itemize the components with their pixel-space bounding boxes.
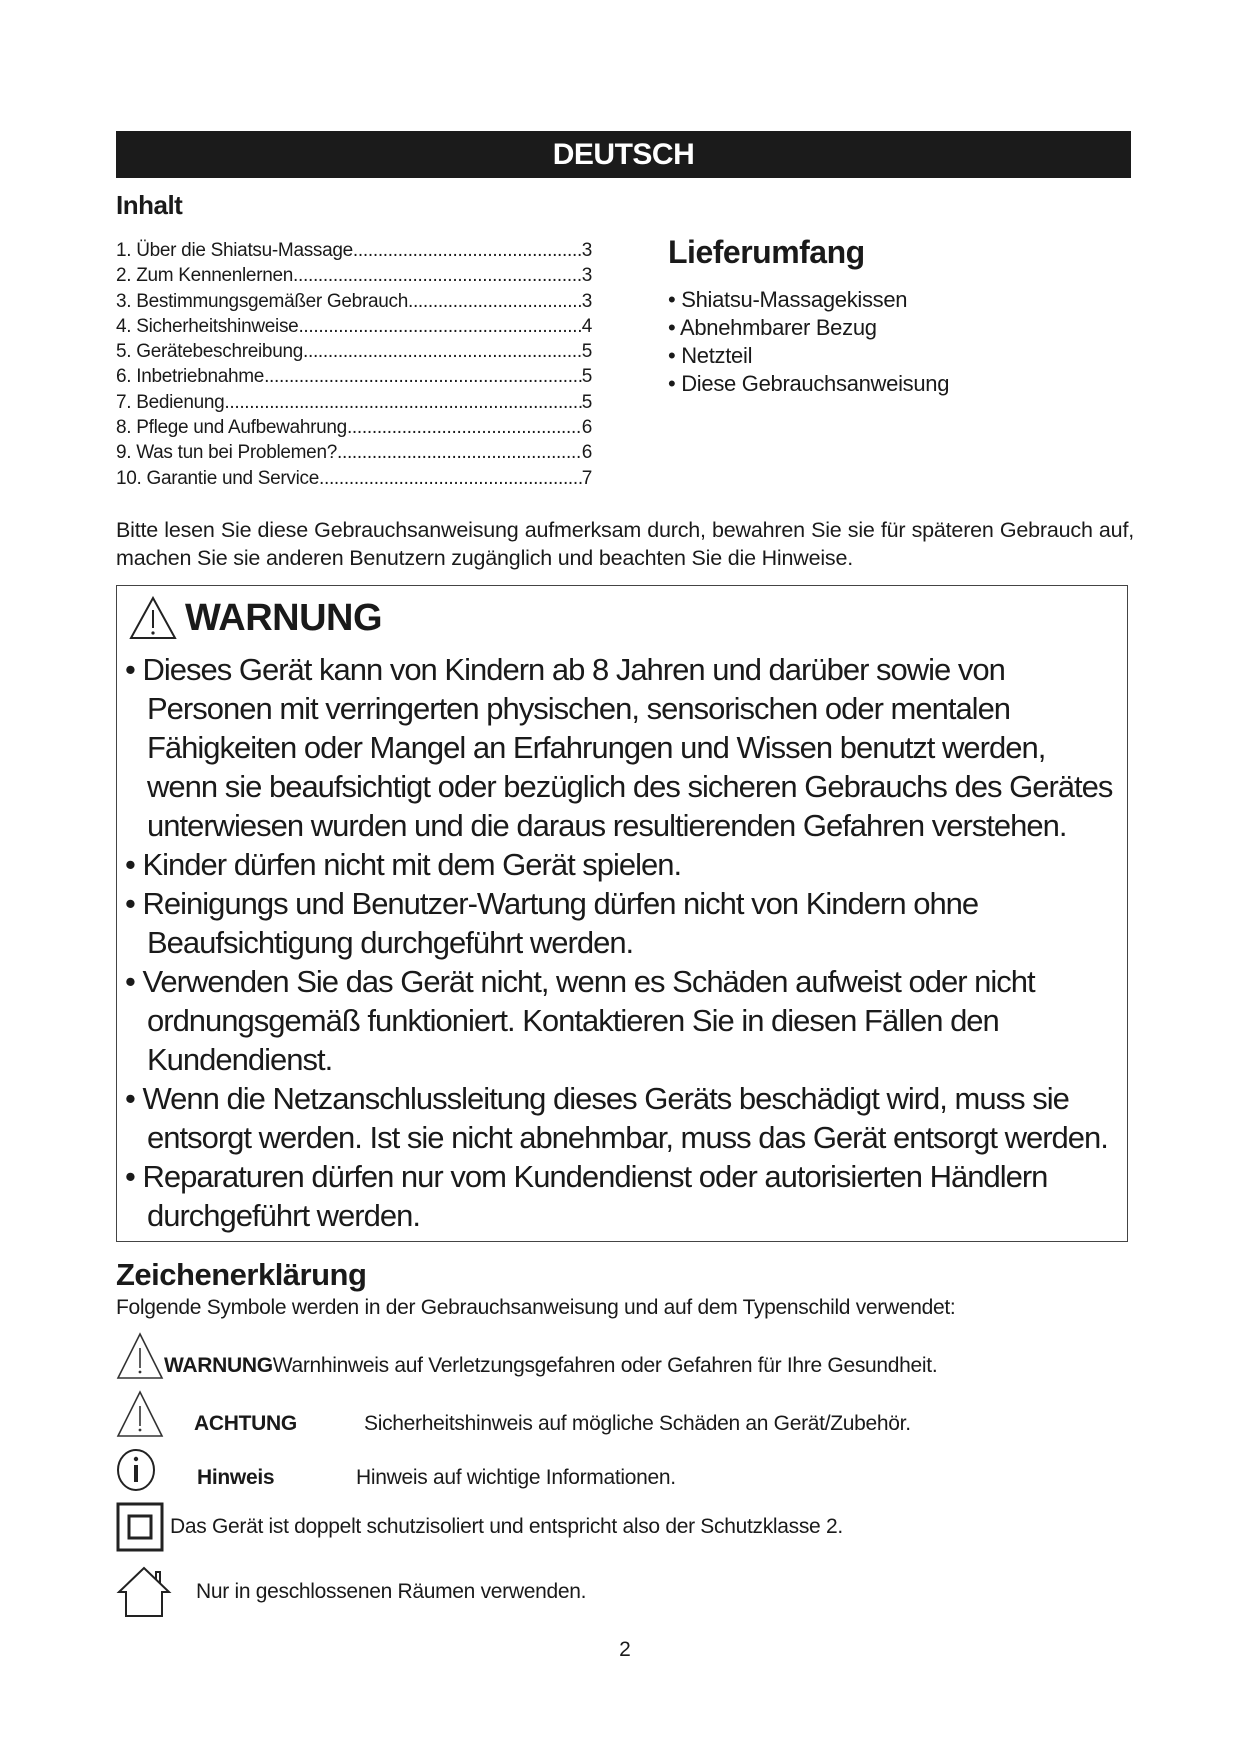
symbol-indoor-row bbox=[116, 1566, 1134, 1618]
toc-item-page: 3 bbox=[581, 240, 592, 261]
symbol-class2-row bbox=[116, 1502, 1134, 1552]
toc-leader-dots bbox=[319, 466, 582, 491]
info-icon bbox=[116, 1448, 158, 1492]
toc-item bbox=[116, 289, 592, 314]
toc-item bbox=[116, 415, 592, 440]
warning-item: • Reparaturen dürfen nur vom Kundendienst oder autorisierten Händlern durchgeführt werden. bbox=[125, 1159, 1048, 1233]
warning-item: • Reinigungs und Benutzer-Wartung dürfen nicht von Kindern ohne Beaufsichtigung durchgeführt werden. bbox=[125, 886, 979, 960]
symbol-warning-text: Warnhinweis auf Verletzungsgefahren oder Gefahren für Ihre Gesundheit. bbox=[272, 1354, 938, 1377]
toc-item-page: 5 bbox=[581, 341, 592, 363]
toc-item bbox=[116, 466, 592, 491]
warning-heading bbox=[129, 596, 1121, 640]
toc-item-label: 9. Was tun bei Problemen? bbox=[116, 442, 337, 464]
symbol-note-text: Hinweis auf wichtige Informationen. bbox=[356, 1466, 676, 1489]
toc-item bbox=[116, 314, 592, 339]
indoor-house-icon bbox=[116, 1566, 172, 1618]
toc-item-page: 3 bbox=[581, 265, 592, 287]
intro-paragraph: Bitte lesen Sie diese Gebrauchsanweisung aufmerksam durch, bewahren Sie sie für späteren Gebrauch auf, machen Sie sie anderen Benutzern zugänglich und beachten Sie die Hinweise. bbox=[116, 518, 1134, 570]
toc-item bbox=[116, 364, 592, 389]
toc-item-page: 7 bbox=[581, 467, 592, 489]
toc-item-label: 7. Bedienung bbox=[116, 391, 225, 413]
toc-item-label: 6. Inbetriebnahme bbox=[116, 366, 265, 388]
toc-item-page: 5 bbox=[581, 391, 592, 413]
symbol-indoor-text: Nur in geschlossenen Räumen verwenden. bbox=[196, 1580, 587, 1603]
delivery-item: • Netzteil bbox=[668, 343, 753, 368]
warning-box bbox=[116, 585, 1128, 1242]
toc-item bbox=[116, 263, 592, 288]
toc-item bbox=[116, 440, 592, 465]
page-number: 2 bbox=[619, 1638, 631, 1661]
toc-leader-dots bbox=[408, 289, 582, 314]
symbol-caution-label: ACHTUNG bbox=[194, 1412, 297, 1435]
table-of-contents bbox=[116, 238, 592, 491]
warning-triangle-icon bbox=[129, 596, 177, 640]
warning-list bbox=[125, 650, 1121, 1235]
warning-item: • Dieses Gerät kann von Kindern ab 8 Jahren und darüber sowie von Personen mit verringerten physischen, sensorischen oder mentalen Fähigkeiten oder Mangel an Erfahrungen und Wissen benutzt werden, wenn sie beaufsichtigt oder bezüglich des sicheren Gebrauchs des Gerätes unterwiesen wurden und die daraus resultierenden Gefahren verstehen. bbox=[125, 652, 1113, 843]
protection-class-2-icon bbox=[116, 1502, 166, 1552]
delivery-list bbox=[668, 286, 949, 398]
symbol-note-row bbox=[116, 1448, 1134, 1492]
caution-triangle-icon bbox=[116, 1390, 164, 1438]
delivery-item: • Abnehmbarer Bezug bbox=[668, 315, 877, 340]
warning-item: • Wenn die Netzanschlussleitung dieses Geräts beschädigt wird, muss sie entsorgt werden. Ist sie nicht abnehmbar, muss das Gerät entsorgt werden. bbox=[125, 1081, 1108, 1155]
warning-item: • Kinder dürfen nicht mit dem Gerät spielen. bbox=[125, 847, 682, 882]
toc-item-page: 5 bbox=[581, 366, 592, 388]
symbol-warning-row bbox=[116, 1332, 1134, 1380]
delivery-title: Lieferumfang bbox=[668, 234, 865, 270]
language-header: DEUTSCH bbox=[116, 131, 1131, 178]
toc-item-page: 6 bbox=[581, 417, 592, 439]
symbols-title: Zeichenerklärung bbox=[116, 1257, 367, 1292]
symbol-caution-row bbox=[116, 1390, 1134, 1438]
toc-title: Inhalt bbox=[116, 190, 183, 220]
toc-item-label: 3. Bestimmungsgemäßer Gebrauch bbox=[116, 290, 408, 312]
toc-item bbox=[116, 238, 592, 263]
warning-item: • Verwenden Sie das Gerät nicht, wenn es Schäden aufweist oder nicht ordnungsgemäß funktioniert. Kontaktieren Sie in diesen Fällen den Kundendienst. bbox=[125, 964, 1035, 1077]
toc-leader-dots bbox=[337, 440, 582, 465]
toc-item-label: 5. Gerätebeschreibung bbox=[116, 341, 303, 363]
symbol-note-label: Hinweis bbox=[197, 1466, 275, 1489]
toc-leader-dots bbox=[347, 415, 582, 440]
toc-leader-dots bbox=[298, 314, 581, 339]
toc-item-label: 1. Über die Shiatsu-Massage bbox=[116, 240, 353, 261]
symbol-warning-label: WARNUNG bbox=[164, 1354, 273, 1377]
warning-title: WARNUNG bbox=[185, 596, 383, 639]
toc-leader-dots bbox=[293, 263, 582, 288]
symbol-caution-text: Sicherheitshinweis auf mögliche Schäden an Gerät/Zubehör. bbox=[364, 1412, 911, 1435]
delivery-item: • Shiatsu-Massagekissen bbox=[668, 287, 908, 312]
toc-item-page: 3 bbox=[581, 290, 592, 312]
toc-item-label: 2. Zum Kennenlernen bbox=[116, 265, 294, 287]
toc-leader-dots bbox=[303, 339, 582, 364]
symbol-class2-text: Das Gerät ist doppelt schutzisoliert und entspricht also der Schutzklasse 2. bbox=[170, 1515, 843, 1538]
toc-leader-dots bbox=[353, 238, 582, 263]
symbols-intro: Folgende Symbole werden in der Gebrauchsanweisung und auf dem Typenschild verwendet: bbox=[116, 1296, 956, 1319]
main-flow bbox=[116, 516, 1134, 1702]
toc-item bbox=[116, 390, 592, 415]
toc-item-label: 4. Sicherheitshinweise bbox=[116, 315, 299, 337]
toc-item-page: 4 bbox=[581, 315, 592, 337]
toc-item bbox=[116, 339, 592, 364]
toc-item-page: 6 bbox=[581, 442, 592, 464]
toc-item-label: 10. Garantie und Service bbox=[116, 467, 319, 489]
delivery-item: • Diese Gebrauchsanweisung bbox=[668, 371, 950, 396]
warning-triangle-icon bbox=[116, 1332, 164, 1380]
toc-leader-dots bbox=[224, 390, 581, 415]
toc-leader-dots bbox=[264, 364, 582, 389]
toc-item-label: 8. Pflege und Aufbewahrung bbox=[116, 417, 347, 439]
